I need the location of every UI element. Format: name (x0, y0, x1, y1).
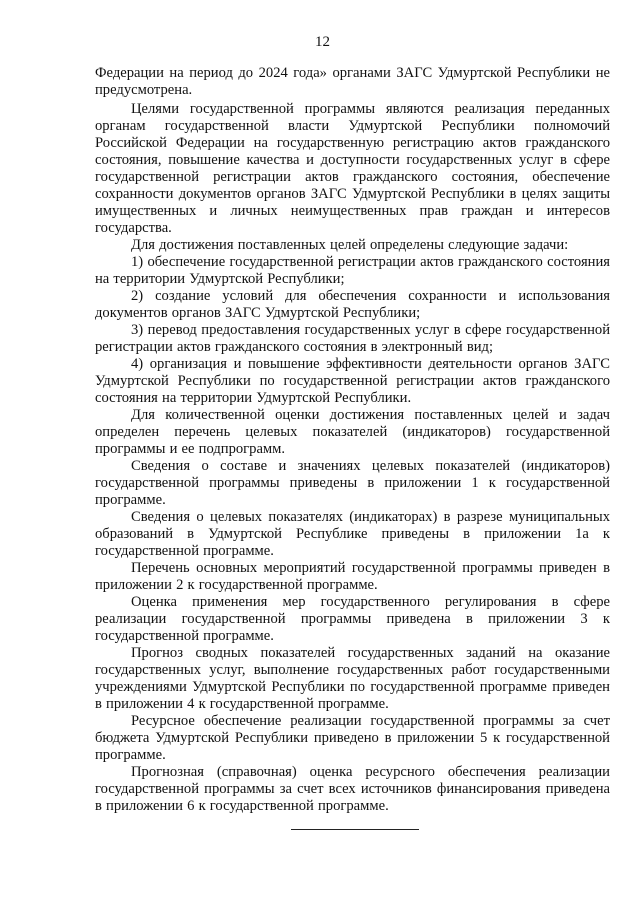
paragraph-appendix-4: Прогноз сводных показателей государственных заданий на оказание государственных услуг, выполнение государственных работ государственными учреждениями Удмуртской Республики по государственной программе приведен в приложении 4 к государственной программе. (95, 645, 610, 712)
paragraph-appendix-5: Ресурсное обеспечение реализации государственной программы за счет бюджета Удмуртской Республики приведено в приложении 5 к государственной программе. (95, 713, 610, 763)
paragraph-goals: Целями государственной программы являются реализация переданных органам государственной власти Удмуртской Республики полномочий Российской Федерации на государственную регистрацию актов гражданского состояния, повышение качества и доступности государственных услуг в сфере государственной регистрации актов гражданского состояния, обеспечение сохранности документов органов ЗАГС Удмуртской Республики в целях защиты имущественных и личных неимущественных прав граждан и интересов государства. (95, 101, 610, 236)
paragraph-appendix-1a: Сведения о целевых показателях (индикаторах) в разрезе муниципальных образований в Удмуртской Республике приведены в приложении 1а к государственной программе. (95, 509, 610, 559)
paragraph-indicators: Для количественной оценки достижения поставленных целей и задач определен перечень целевых показателей (индикаторов) государственной программы и ее подпрограмм. (95, 407, 610, 457)
task-item-1: 1) обеспечение государственной регистрации актов гражданского состояния на территории Удмуртской Республики; (95, 254, 610, 287)
paragraph-appendix-3: Оценка применения мер государственного регулирования в сфере реализации государственной программы приведена в приложении 3 к государственной программе. (95, 594, 610, 644)
task-item-4: 4) организация и повышение эффективности деятельности органов ЗАГС Удмуртской Республики по государственной регистрации актов гражданского состояния на территории Удмуртской Республики. (95, 356, 610, 406)
paragraph-appendix-6: Прогнозная (справочная) оценка ресурсного обеспечения реализации государственной программы за счет всех источников финансирования приведена в приложении 6 к государственной программе. (95, 764, 610, 814)
paragraph-appendix-1: Сведения о составе и значениях целевых показателей (индикаторов) государственной программы приведены в приложении 1 к государственной программе. (95, 458, 610, 508)
paragraph-appendix-2: Перечень основных мероприятий государственной программы приведен в приложении 2 к государственной программе. (95, 560, 610, 593)
page-number: 12 (315, 34, 330, 50)
end-divider (291, 829, 419, 830)
task-item-2: 2) создание условий для обеспечения сохранности и использования документов органов ЗАГС Удмуртской Республики; (95, 288, 610, 321)
task-item-3: 3) перевод предоставления государственных услуг в сфере государственной регистрации актов гражданского состояния в электронный вид; (95, 322, 610, 355)
paragraph-tasks-intro: Для достижения поставленных целей определены следующие задачи: (131, 237, 569, 253)
paragraph-continuation: Федерации на период до 2024 года» органами ЗАГС Удмуртской Республики не предусмотрена. (95, 65, 610, 98)
